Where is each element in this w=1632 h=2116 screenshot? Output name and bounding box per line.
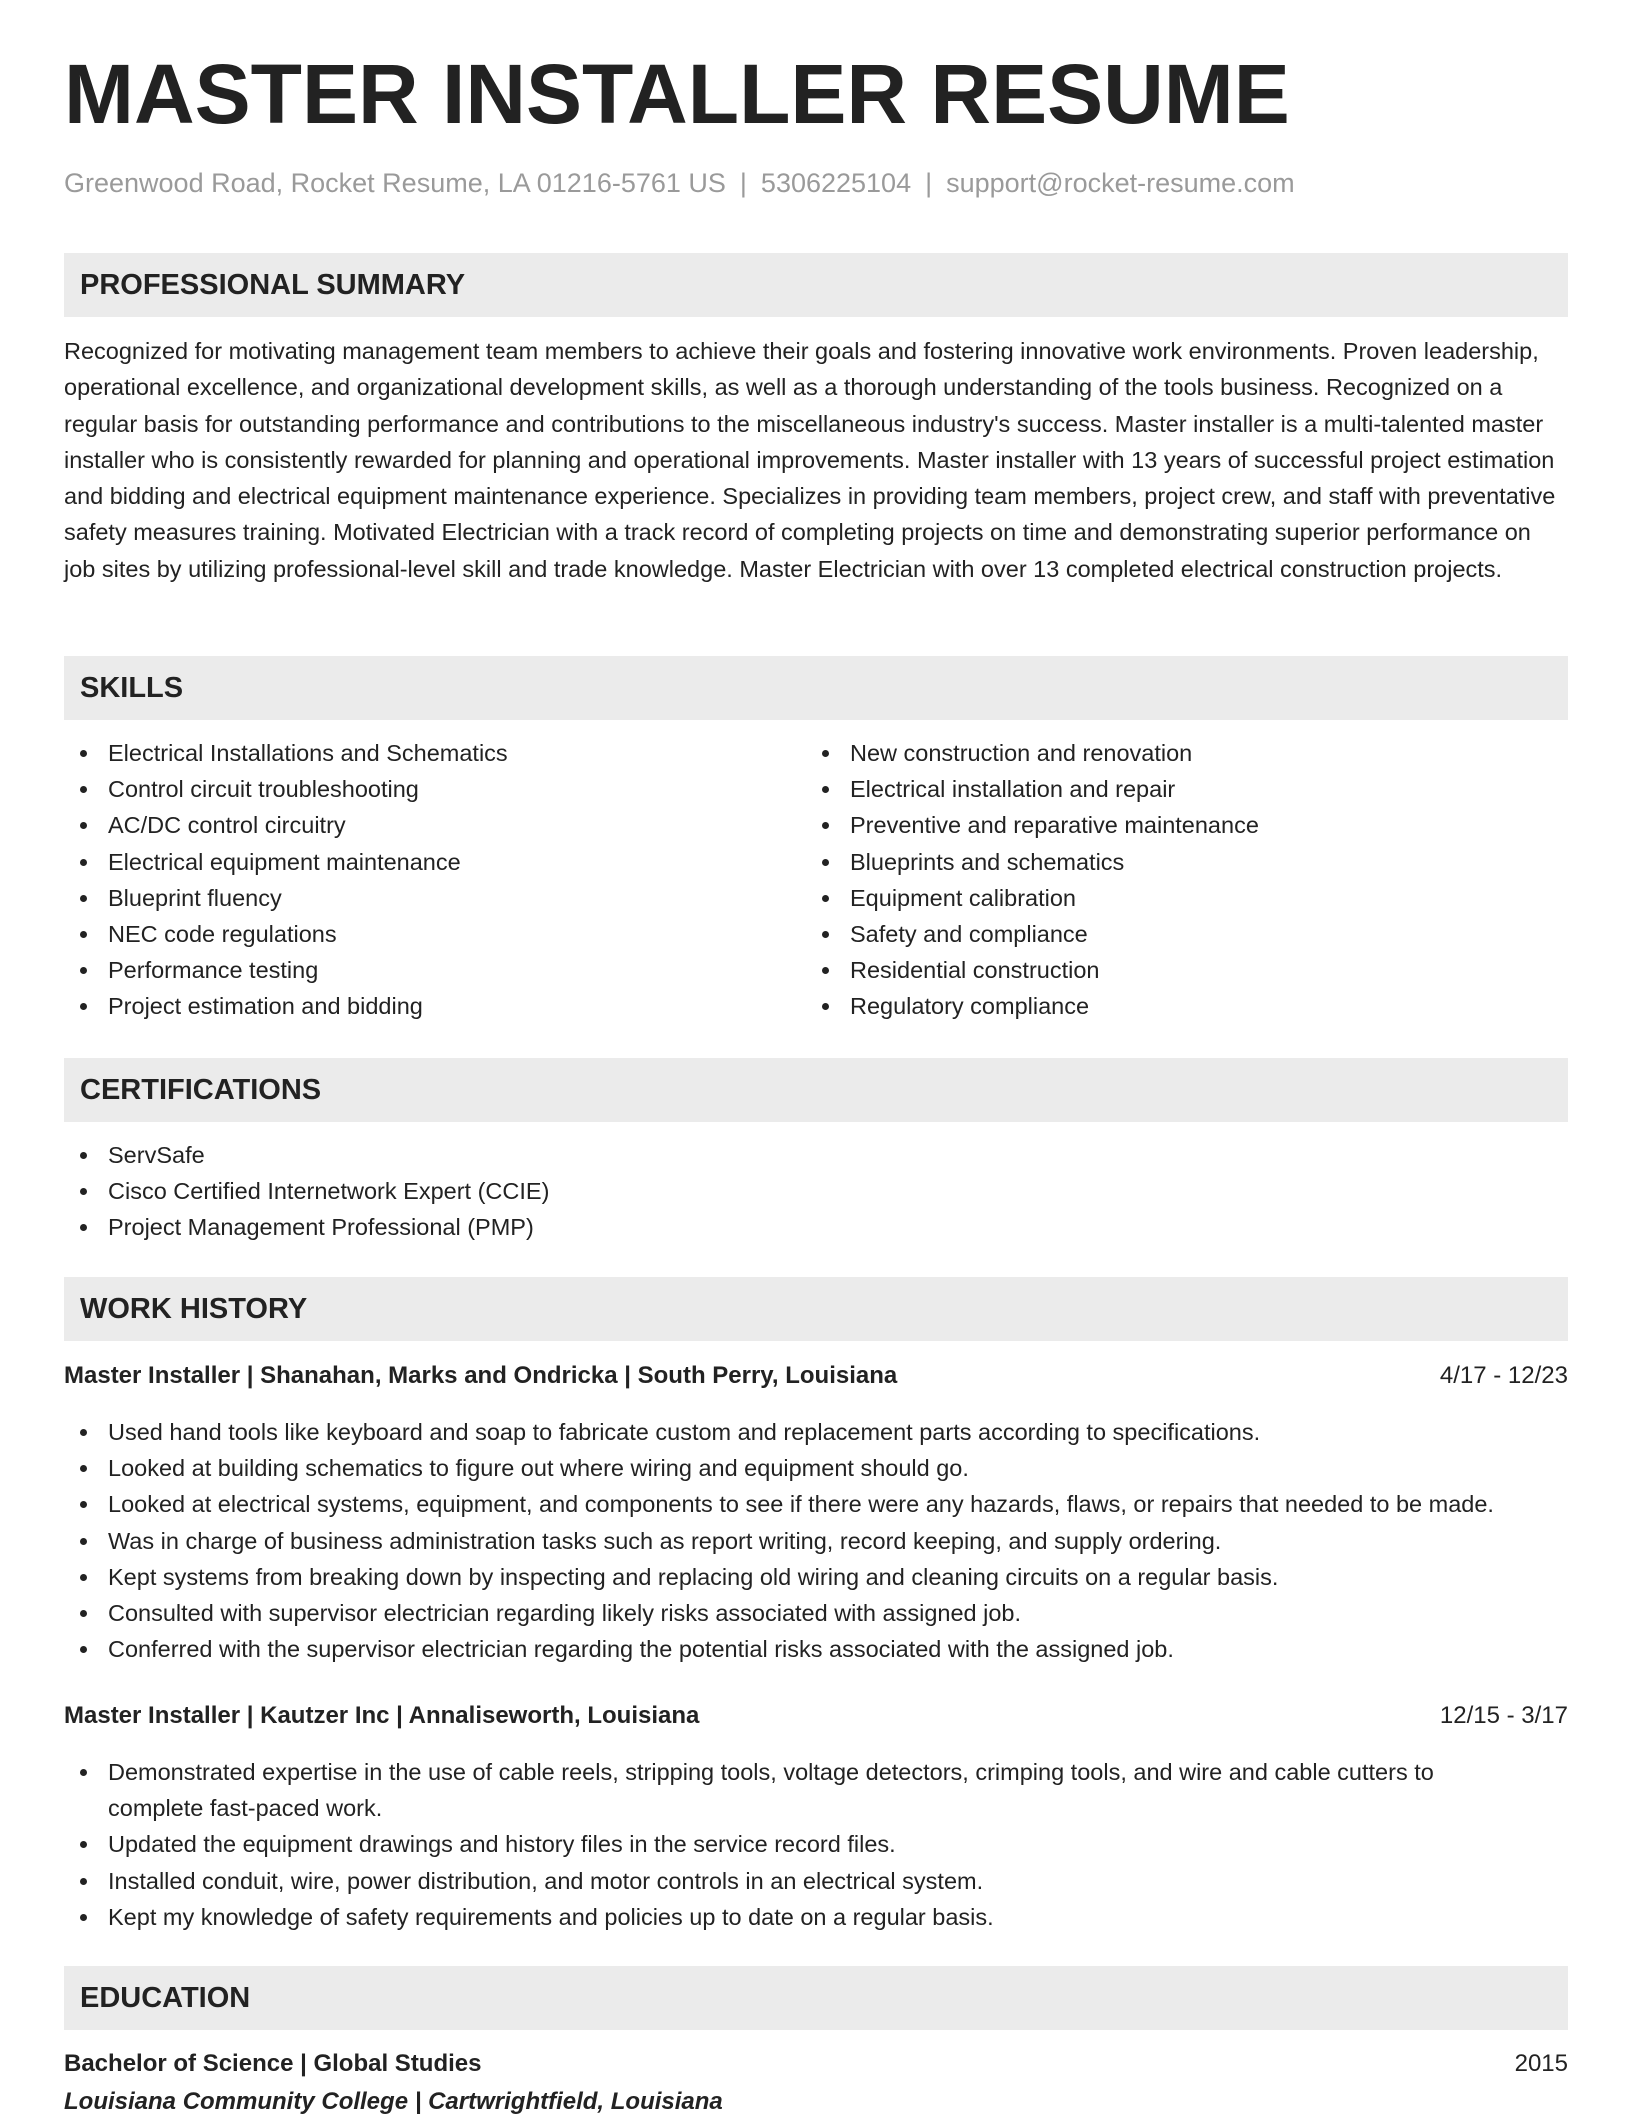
section-title-education: EDUCATION bbox=[80, 1981, 251, 2014]
education-degree: Bachelor of Science | Global Studies bbox=[64, 2050, 482, 2077]
job-duty-item: Installed conduit, wire, power distribution, and motor controls in an electrical system. bbox=[64, 1863, 1528, 1899]
skill-item: Blueprint fluency bbox=[64, 880, 804, 916]
skills-list-right bbox=[806, 735, 1546, 1025]
job-title: Master Installer | Shanahan, Marks and Ondricka | South Perry, Louisiana bbox=[64, 1362, 898, 1389]
section-title-summary: PROFESSIONAL SUMMARY bbox=[80, 268, 466, 301]
job-duty-item: Looked at building schematics to figure out where wiring and equipment should go. bbox=[64, 1450, 1568, 1486]
certifications-block bbox=[64, 1137, 1568, 1246]
job-duties bbox=[64, 1754, 1568, 1935]
skills-column-left bbox=[64, 735, 804, 1025]
skills-column-right bbox=[806, 735, 1546, 1025]
education-year: 2015 bbox=[1514, 2050, 1568, 2077]
section-header-education bbox=[64, 1966, 1568, 2030]
skills-list-left bbox=[64, 735, 804, 1025]
section-header-summary bbox=[64, 253, 1568, 317]
job-duties bbox=[64, 1414, 1568, 1667]
job-duty-item: Looked at electrical systems, equipment, and components to see if there were any hazards, flaws, or repairs that needed to be made. bbox=[64, 1486, 1568, 1522]
contact-separator: | bbox=[925, 168, 933, 198]
job-duty-item: Used hand tools like keyboard and soap to fabricate custom and replacement parts according to specifications. bbox=[64, 1414, 1568, 1450]
skill-item: Residential construction bbox=[806, 952, 1546, 988]
job-dates: 12/15 - 3/17 bbox=[1439, 1702, 1568, 1729]
skill-item: Electrical installation and repair bbox=[806, 771, 1546, 807]
job-duty-item: Kept systems from breaking down by inspecting and replacing old wiring and cleaning circuits on a regular basis. bbox=[64, 1559, 1568, 1595]
certification-item: Cisco Certified Internetwork Expert (CCIE) bbox=[64, 1173, 1568, 1209]
skill-item: Safety and compliance bbox=[806, 916, 1546, 952]
job-duty-item: Conferred with the supervisor electrician regarding the potential risks associated with the assigned job. bbox=[64, 1631, 1568, 1667]
contact-line bbox=[64, 168, 1295, 199]
skill-item: Blueprints and schematics bbox=[806, 844, 1546, 880]
skill-item: Performance testing bbox=[64, 952, 804, 988]
skill-item: AC/DC control circuitry bbox=[64, 807, 804, 843]
job-duty-item: Kept my knowledge of safety requirements and policies up to date on a regular basis. bbox=[64, 1899, 1528, 1935]
skill-item: Preventive and reparative maintenance bbox=[806, 807, 1546, 843]
section-title-work-history: WORK HISTORY bbox=[80, 1292, 308, 1325]
section-title-skills: SKILLS bbox=[80, 671, 184, 704]
certification-item: ServSafe bbox=[64, 1137, 1568, 1173]
job-title: Master Installer | Kautzer Inc | Annaliseworth, Louisiana bbox=[64, 1702, 700, 1729]
section-header-certifications bbox=[64, 1058, 1568, 1122]
certifications-list bbox=[64, 1137, 1568, 1246]
job-duty-item: Updated the equipment drawings and history files in the service record files. bbox=[64, 1826, 1528, 1862]
contact-address: Greenwood Road, Rocket Resume, LA 01216-5761 US bbox=[64, 168, 726, 198]
job-duty-item: Demonstrated expertise in the use of cable reels, stripping tools, voltage detectors, crimping tools, and wire and cable cutters to complete fast-paced work. bbox=[64, 1754, 1528, 1826]
contact-phone: 5306225104 bbox=[760, 168, 912, 198]
certification-item: Project Management Professional (PMP) bbox=[64, 1209, 1568, 1245]
skill-item: Regulatory compliance bbox=[806, 988, 1546, 1024]
section-header-work-history bbox=[64, 1277, 1568, 1341]
skill-item: Electrical equipment maintenance bbox=[64, 844, 804, 880]
section-header-skills bbox=[64, 656, 1568, 720]
job-header bbox=[64, 1362, 1568, 1390]
skill-item: NEC code regulations bbox=[64, 916, 804, 952]
skill-item: Project estimation and bidding bbox=[64, 988, 804, 1024]
education-header bbox=[64, 2050, 1568, 2078]
resume-title: MASTER INSTALLER RESUME bbox=[64, 47, 1290, 141]
summary-text: Recognized for motivating management team members to achieve their goals and fostering innovative work environments. Proven leadership, operational excellence, and organizational development skills, as well as a thorough understanding of the tools business. Recognized on a regular basis for outstanding performance and contributions to the miscellaneous industry's success. Master installer is a multi-talented master installer who is consistently rewarded for planning and operational improvements. Master installer with 13 years of successful project estimation and bidding and electrical equipment maintenance experience. Specializes in providing team members, project crew, and staff with preventative safety measures training. Motivated Electrician with a track record of completing projects on time and demonstrating superior performance on job sites by utilizing professional-level skill and trade knowledge. Master Electrician with over 13 completed electrical construction projects. bbox=[64, 338, 1556, 582]
job-header bbox=[64, 1702, 1568, 1730]
education-school: Louisiana Community College | Cartwrightfield, Louisiana bbox=[64, 2088, 723, 2115]
skill-item: Equipment calibration bbox=[806, 880, 1546, 916]
skill-item: Electrical Installations and Schematics bbox=[64, 735, 804, 771]
contact-email: support@rocket-resume.com bbox=[946, 168, 1295, 198]
skill-item: Control circuit troubleshooting bbox=[64, 771, 804, 807]
job-duty-item: Consulted with supervisor electrician regarding likely risks associated with assigned job. bbox=[64, 1595, 1568, 1631]
section-title-certifications: CERTIFICATIONS bbox=[80, 1073, 322, 1106]
contact-separator: | bbox=[739, 168, 747, 198]
job-duty-item: Was in charge of business administration tasks such as report writing, record keeping, and supply ordering. bbox=[64, 1523, 1568, 1559]
skill-item: New construction and renovation bbox=[806, 735, 1546, 771]
job-duties-list bbox=[64, 1414, 1568, 1667]
job-dates: 4/17 - 12/23 bbox=[1439, 1362, 1568, 1389]
job-duties-list bbox=[64, 1754, 1568, 1935]
